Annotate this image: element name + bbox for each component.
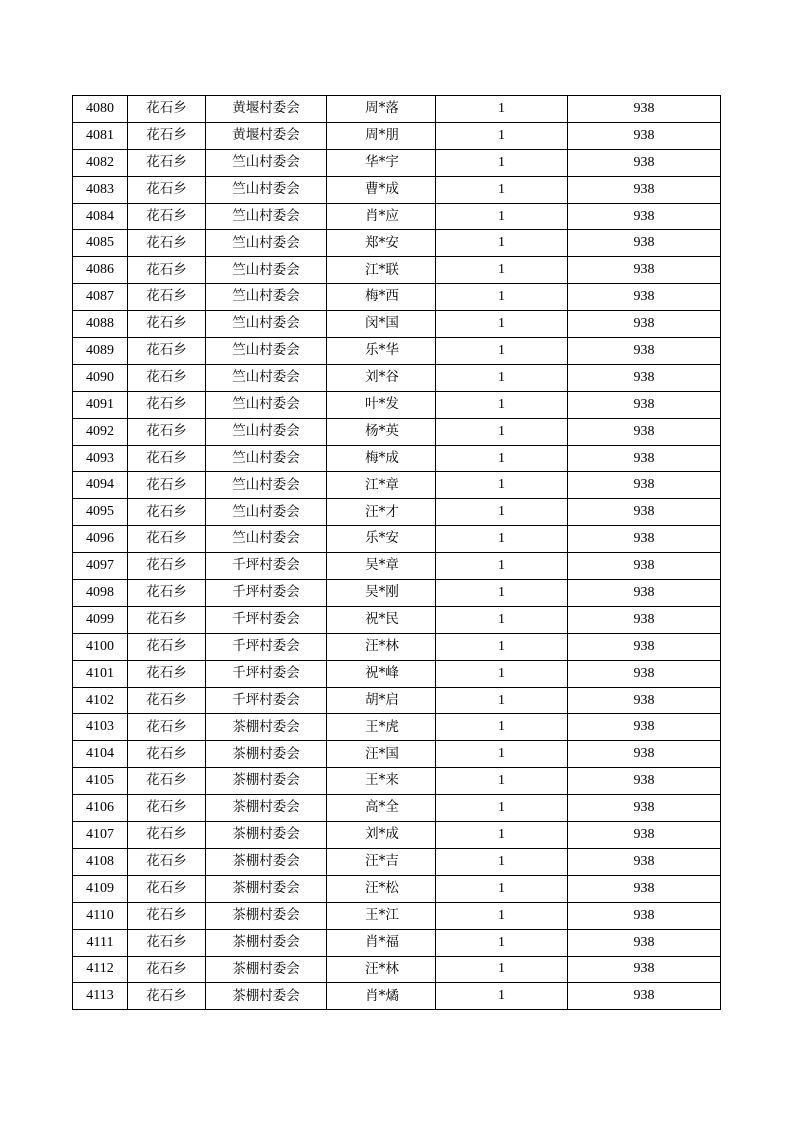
- township-cell: 花石乡: [128, 768, 206, 795]
- village-committee-cell: 竺山村委会: [206, 472, 327, 499]
- township-cell: 花石乡: [128, 660, 206, 687]
- township-cell: 花石乡: [128, 445, 206, 472]
- table-row: [73, 96, 721, 123]
- person-name-cell: 汪*国: [327, 741, 436, 768]
- person-name-cell: 汪*才: [327, 499, 436, 526]
- township-cell: 花石乡: [128, 203, 206, 230]
- table-row: [73, 714, 721, 741]
- quantity-cell: 1: [436, 956, 568, 983]
- village-committee-cell: 竺山村委会: [206, 526, 327, 553]
- township-cell: 花石乡: [128, 418, 206, 445]
- quantity-cell: 1: [436, 741, 568, 768]
- township-cell: 花石乡: [128, 257, 206, 284]
- village-committee-cell: 茶棚村委会: [206, 848, 327, 875]
- subsidy-table: [72, 95, 721, 1010]
- person-name-cell: 肖*应: [327, 203, 436, 230]
- amount-cell: 938: [568, 660, 721, 687]
- amount-cell: 938: [568, 741, 721, 768]
- amount-cell: 938: [568, 364, 721, 391]
- township-cell: 花石乡: [128, 848, 206, 875]
- person-name-cell: 肖*福: [327, 929, 436, 956]
- amount-cell: 938: [568, 311, 721, 338]
- table-row: [73, 472, 721, 499]
- amount-cell: 938: [568, 230, 721, 257]
- table-row: [73, 606, 721, 633]
- person-name-cell: 高*全: [327, 795, 436, 822]
- amount-cell: 938: [568, 902, 721, 929]
- village-committee-cell: 竺山村委会: [206, 391, 327, 418]
- person-name-cell: 乐*华: [327, 338, 436, 365]
- village-committee-cell: 千坪村委会: [206, 633, 327, 660]
- table-row: [73, 983, 721, 1010]
- amount-cell: 938: [568, 338, 721, 365]
- quantity-cell: 1: [436, 284, 568, 311]
- amount-cell: 938: [568, 553, 721, 580]
- quantity-cell: 1: [436, 96, 568, 123]
- person-name-cell: 汪*林: [327, 633, 436, 660]
- amount-cell: 938: [568, 149, 721, 176]
- quantity-cell: 1: [436, 364, 568, 391]
- table-row: [73, 902, 721, 929]
- person-name-cell: 曹*成: [327, 176, 436, 203]
- person-name-cell: 吴*章: [327, 553, 436, 580]
- person-name-cell: 汪*松: [327, 875, 436, 902]
- row-number-cell: 4110: [73, 902, 128, 929]
- amount-cell: 938: [568, 956, 721, 983]
- township-cell: 花石乡: [128, 364, 206, 391]
- quantity-cell: 1: [436, 822, 568, 849]
- village-committee-cell: 竺山村委会: [206, 284, 327, 311]
- township-cell: 花石乡: [128, 633, 206, 660]
- table-row: [73, 848, 721, 875]
- person-name-cell: 叶*发: [327, 391, 436, 418]
- township-cell: 花石乡: [128, 822, 206, 849]
- row-number-cell: 4086: [73, 257, 128, 284]
- person-name-cell: 江*联: [327, 257, 436, 284]
- township-cell: 花石乡: [128, 96, 206, 123]
- quantity-cell: 1: [436, 257, 568, 284]
- table-row: [73, 338, 721, 365]
- township-cell: 花石乡: [128, 687, 206, 714]
- township-cell: 花石乡: [128, 284, 206, 311]
- row-number-cell: 4102: [73, 687, 128, 714]
- table-row: [73, 445, 721, 472]
- person-name-cell: 祝*民: [327, 606, 436, 633]
- quantity-cell: 1: [436, 580, 568, 607]
- village-committee-cell: 茶棚村委会: [206, 875, 327, 902]
- row-number-cell: 4090: [73, 364, 128, 391]
- person-name-cell: 江*章: [327, 472, 436, 499]
- row-number-cell: 4113: [73, 983, 128, 1010]
- amount-cell: 938: [568, 418, 721, 445]
- table-row: [73, 391, 721, 418]
- quantity-cell: 1: [436, 633, 568, 660]
- row-number-cell: 4084: [73, 203, 128, 230]
- quantity-cell: 1: [436, 795, 568, 822]
- village-committee-cell: 千坪村委会: [206, 660, 327, 687]
- person-name-cell: 汪*吉: [327, 848, 436, 875]
- amount-cell: 938: [568, 526, 721, 553]
- table-row: [73, 203, 721, 230]
- quantity-cell: 1: [436, 122, 568, 149]
- quantity-cell: 1: [436, 660, 568, 687]
- village-committee-cell: 茶棚村委会: [206, 768, 327, 795]
- row-number-cell: 4080: [73, 96, 128, 123]
- table-row: [73, 364, 721, 391]
- table-row: [73, 822, 721, 849]
- township-cell: 花石乡: [128, 499, 206, 526]
- township-cell: 花石乡: [128, 983, 206, 1010]
- amount-cell: 938: [568, 606, 721, 633]
- township-cell: 花石乡: [128, 741, 206, 768]
- amount-cell: 938: [568, 122, 721, 149]
- amount-cell: 938: [568, 257, 721, 284]
- township-cell: 花石乡: [128, 176, 206, 203]
- person-name-cell: 郑*安: [327, 230, 436, 257]
- amount-cell: 938: [568, 848, 721, 875]
- table-row: [73, 768, 721, 795]
- table-row: [73, 176, 721, 203]
- village-committee-cell: 千坪村委会: [206, 606, 327, 633]
- row-number-cell: 4108: [73, 848, 128, 875]
- person-name-cell: 汪*林: [327, 956, 436, 983]
- table-row: [73, 526, 721, 553]
- person-name-cell: 华*宇: [327, 149, 436, 176]
- table-row: [73, 956, 721, 983]
- person-name-cell: 周*落: [327, 96, 436, 123]
- amount-cell: 938: [568, 472, 721, 499]
- person-name-cell: 杨*英: [327, 418, 436, 445]
- person-name-cell: 肖*燏: [327, 983, 436, 1010]
- amount-cell: 938: [568, 633, 721, 660]
- quantity-cell: 1: [436, 230, 568, 257]
- row-number-cell: 4085: [73, 230, 128, 257]
- amount-cell: 938: [568, 391, 721, 418]
- row-number-cell: 4087: [73, 284, 128, 311]
- township-cell: 花石乡: [128, 391, 206, 418]
- row-number-cell: 4091: [73, 391, 128, 418]
- person-name-cell: 梅*成: [327, 445, 436, 472]
- row-number-cell: 4099: [73, 606, 128, 633]
- table-row: [73, 875, 721, 902]
- row-number-cell: 4109: [73, 875, 128, 902]
- row-number-cell: 4092: [73, 418, 128, 445]
- amount-cell: 938: [568, 284, 721, 311]
- amount-cell: 938: [568, 203, 721, 230]
- township-cell: 花石乡: [128, 714, 206, 741]
- row-number-cell: 4095: [73, 499, 128, 526]
- amount-cell: 938: [568, 822, 721, 849]
- village-committee-cell: 竺山村委会: [206, 149, 327, 176]
- village-committee-cell: 千坪村委会: [206, 553, 327, 580]
- row-number-cell: 4100: [73, 633, 128, 660]
- village-committee-cell: 竺山村委会: [206, 230, 327, 257]
- row-number-cell: 4082: [73, 149, 128, 176]
- township-cell: 花石乡: [128, 902, 206, 929]
- village-committee-cell: 茶棚村委会: [206, 929, 327, 956]
- row-number-cell: 4104: [73, 741, 128, 768]
- amount-cell: 938: [568, 875, 721, 902]
- table-row: [73, 687, 721, 714]
- amount-cell: 938: [568, 499, 721, 526]
- village-committee-cell: 竺山村委会: [206, 338, 327, 365]
- quantity-cell: 1: [436, 902, 568, 929]
- row-number-cell: 4103: [73, 714, 128, 741]
- table-row: [73, 418, 721, 445]
- amount-cell: 938: [568, 445, 721, 472]
- person-name-cell: 梅*西: [327, 284, 436, 311]
- amount-cell: 938: [568, 687, 721, 714]
- township-cell: 花石乡: [128, 472, 206, 499]
- table-row: [73, 553, 721, 580]
- township-cell: 花石乡: [128, 526, 206, 553]
- table-row: [73, 499, 721, 526]
- township-cell: 花石乡: [128, 553, 206, 580]
- table-row: [73, 795, 721, 822]
- row-number-cell: 4106: [73, 795, 128, 822]
- village-committee-cell: 茶棚村委会: [206, 795, 327, 822]
- row-number-cell: 4107: [73, 822, 128, 849]
- table-row: [73, 580, 721, 607]
- village-committee-cell: 竺山村委会: [206, 257, 327, 284]
- township-cell: 花石乡: [128, 311, 206, 338]
- township-cell: 花石乡: [128, 929, 206, 956]
- township-cell: 花石乡: [128, 580, 206, 607]
- quantity-cell: 1: [436, 929, 568, 956]
- table-row: [73, 257, 721, 284]
- person-name-cell: 刘*成: [327, 822, 436, 849]
- village-committee-cell: 茶棚村委会: [206, 822, 327, 849]
- table-row: [73, 311, 721, 338]
- row-number-cell: 4089: [73, 338, 128, 365]
- row-number-cell: 4083: [73, 176, 128, 203]
- amount-cell: 938: [568, 983, 721, 1010]
- person-name-cell: 乐*安: [327, 526, 436, 553]
- person-name-cell: 刘*谷: [327, 364, 436, 391]
- table-row: [73, 660, 721, 687]
- row-number-cell: 4096: [73, 526, 128, 553]
- person-name-cell: 胡*启: [327, 687, 436, 714]
- table-row: [73, 122, 721, 149]
- village-committee-cell: 千坪村委会: [206, 580, 327, 607]
- amount-cell: 938: [568, 929, 721, 956]
- quantity-cell: 1: [436, 875, 568, 902]
- township-cell: 花石乡: [128, 875, 206, 902]
- quantity-cell: 1: [436, 983, 568, 1010]
- village-committee-cell: 茶棚村委会: [206, 956, 327, 983]
- amount-cell: 938: [568, 580, 721, 607]
- village-committee-cell: 黄堰村委会: [206, 96, 327, 123]
- village-committee-cell: 茶棚村委会: [206, 983, 327, 1010]
- row-number-cell: 4112: [73, 956, 128, 983]
- village-committee-cell: 竺山村委会: [206, 203, 327, 230]
- quantity-cell: 1: [436, 499, 568, 526]
- village-committee-cell: 竺山村委会: [206, 499, 327, 526]
- quantity-cell: 1: [436, 418, 568, 445]
- table-row: [73, 741, 721, 768]
- quantity-cell: 1: [436, 526, 568, 553]
- township-cell: 花石乡: [128, 606, 206, 633]
- quantity-cell: 1: [436, 203, 568, 230]
- quantity-cell: 1: [436, 176, 568, 203]
- quantity-cell: 1: [436, 445, 568, 472]
- quantity-cell: 1: [436, 472, 568, 499]
- row-number-cell: 4094: [73, 472, 128, 499]
- quantity-cell: 1: [436, 338, 568, 365]
- quantity-cell: 1: [436, 848, 568, 875]
- table-row: [73, 284, 721, 311]
- village-committee-cell: 黄堰村委会: [206, 122, 327, 149]
- table-body: [73, 96, 721, 1010]
- row-number-cell: 4105: [73, 768, 128, 795]
- township-cell: 花石乡: [128, 956, 206, 983]
- village-committee-cell: 竺山村委会: [206, 311, 327, 338]
- person-name-cell: 王*江: [327, 902, 436, 929]
- amount-cell: 938: [568, 96, 721, 123]
- village-committee-cell: 千坪村委会: [206, 687, 327, 714]
- row-number-cell: 4081: [73, 122, 128, 149]
- village-committee-cell: 竺山村委会: [206, 418, 327, 445]
- township-cell: 花石乡: [128, 795, 206, 822]
- quantity-cell: 1: [436, 768, 568, 795]
- person-name-cell: 闵*国: [327, 311, 436, 338]
- row-number-cell: 4111: [73, 929, 128, 956]
- person-name-cell: 王*来: [327, 768, 436, 795]
- quantity-cell: 1: [436, 391, 568, 418]
- amount-cell: 938: [568, 714, 721, 741]
- row-number-cell: 4088: [73, 311, 128, 338]
- amount-cell: 938: [568, 768, 721, 795]
- amount-cell: 938: [568, 795, 721, 822]
- person-name-cell: 王*虎: [327, 714, 436, 741]
- quantity-cell: 1: [436, 714, 568, 741]
- table-row: [73, 230, 721, 257]
- village-committee-cell: 茶棚村委会: [206, 714, 327, 741]
- quantity-cell: 1: [436, 149, 568, 176]
- township-cell: 花石乡: [128, 338, 206, 365]
- township-cell: 花石乡: [128, 122, 206, 149]
- village-committee-cell: 竺山村委会: [206, 176, 327, 203]
- table-row: [73, 633, 721, 660]
- row-number-cell: 4098: [73, 580, 128, 607]
- village-committee-cell: 茶棚村委会: [206, 741, 327, 768]
- person-name-cell: 祝*峰: [327, 660, 436, 687]
- quantity-cell: 1: [436, 606, 568, 633]
- village-committee-cell: 竺山村委会: [206, 445, 327, 472]
- row-number-cell: 4097: [73, 553, 128, 580]
- village-committee-cell: 茶棚村委会: [206, 902, 327, 929]
- village-committee-cell: 竺山村委会: [206, 364, 327, 391]
- quantity-cell: 1: [436, 311, 568, 338]
- row-number-cell: 4101: [73, 660, 128, 687]
- person-name-cell: 周*朋: [327, 122, 436, 149]
- amount-cell: 938: [568, 176, 721, 203]
- quantity-cell: 1: [436, 687, 568, 714]
- table-row: [73, 929, 721, 956]
- row-number-cell: 4093: [73, 445, 128, 472]
- township-cell: 花石乡: [128, 230, 206, 257]
- quantity-cell: 1: [436, 553, 568, 580]
- table-row: [73, 149, 721, 176]
- person-name-cell: 吴*刚: [327, 580, 436, 607]
- township-cell: 花石乡: [128, 149, 206, 176]
